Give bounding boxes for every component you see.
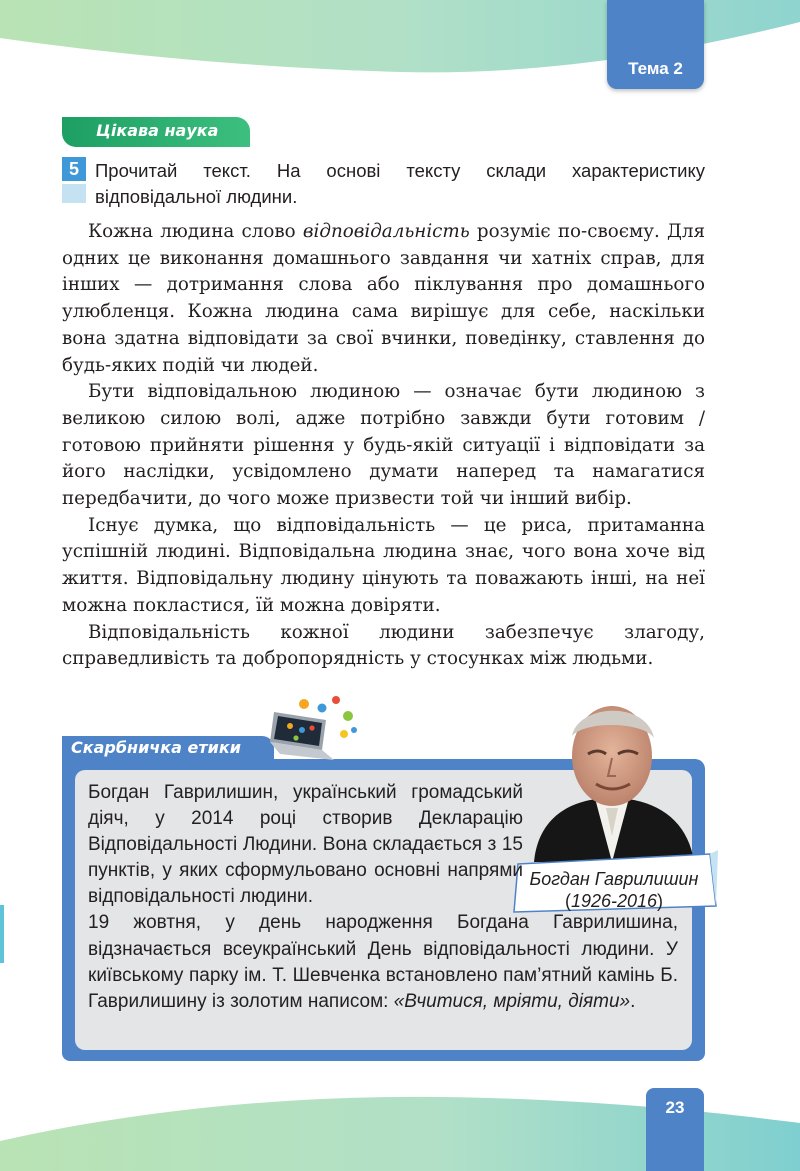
paragraph-3: Існує думка, що відповідальність — це риса, притаманна успішній людині. Відповідальна людина знає, чого вона хоче від життя. Відповідальну людину цінують та поважають інші, на неї можна покластися, їй можна довіряти. <box>62 514 705 616</box>
paragraph-1 <box>62 219 705 379</box>
ethics-paragraph-2 <box>88 910 678 1014</box>
task-instruction: Прочитай текст. На основі тексту склади характеристику відповідальної людини. <box>95 160 705 207</box>
ethics-paragraph-1: Богдан Гаврилишин, український громадський діяч, у 2014 році створив Декларацію Відповідальності Людини. Вона складається з 15 пунктів, у яких сформульовано основні напрями відповідальності людини. <box>88 782 523 908</box>
page-number-tab <box>646 1088 704 1171</box>
ethics-paragraph-2-start: 19 жовтня, у день народження Богдана Гаврилишина, відзначається всеукраїнський День відповідальності людини. У київському парку ім. Т. Шевченка встановлено пам’ятний камінь Б. Гаврилишину із золотим написом: <box>88 912 678 1012</box>
caption-paren-open: ( <box>564 891 571 911</box>
task-number: 5 <box>62 157 86 181</box>
interesting-science-banner <box>62 117 250 147</box>
topic-label: Тема 2 <box>628 59 683 78</box>
task-number-marker <box>62 157 86 203</box>
caption-years: 1926-2016 <box>570 891 658 911</box>
ethics-box-banner <box>62 736 274 761</box>
laptop-icon <box>268 694 360 764</box>
paragraph-1-start: Кожна людина слово <box>88 221 303 242</box>
topic-tab <box>607 0 704 89</box>
page-number: 23 <box>665 1098 685 1117</box>
caption-paren-close: ) <box>657 891 664 911</box>
caption-name: Богдан Гаврилишин <box>529 869 699 889</box>
ethics-paragraph-2-end: . <box>630 990 636 1012</box>
paragraph-1-end: розуміє по-своєму. Для одних це виконання домашнього завдання чи хатніх справ, для інших — дотримання слова або піклування про домашнього улюбленця. Кожна людина сама вирішує для себе, наскільки вона здатна відповідати за свої вчинки, поведінку, ставлення до будь-яких подій чи людей. <box>62 221 705 376</box>
section-title: Цікава наука <box>96 121 219 140</box>
reading-text <box>62 219 705 673</box>
ethics-box-text <box>88 780 678 1015</box>
ethics-box-title: Скарбничка етики <box>71 738 241 757</box>
side-margin-mark <box>0 905 4 963</box>
paragraph-1-emphasis: відповідальність <box>302 221 470 242</box>
ethics-quote: «Вчитися, мріяти, діяти» <box>393 990 631 1012</box>
paragraph-4: Відповідальність кожної людини забезпечує злагоду, справедливість та добропорядність у стосунках між людьми. <box>62 621 705 670</box>
paragraph-2: Бути відповідальною людиною — означає бути людиною з великою силою волі, адже потрібно завжди бути готовим / готовою прийняти рішення у будь-якій ситуації і відповідати за його наслідки, усвідомлено думати наперед та намагатися передбачити, до чого може призвести той чи інший вибір. <box>62 381 705 510</box>
task-number-tail <box>62 184 86 203</box>
